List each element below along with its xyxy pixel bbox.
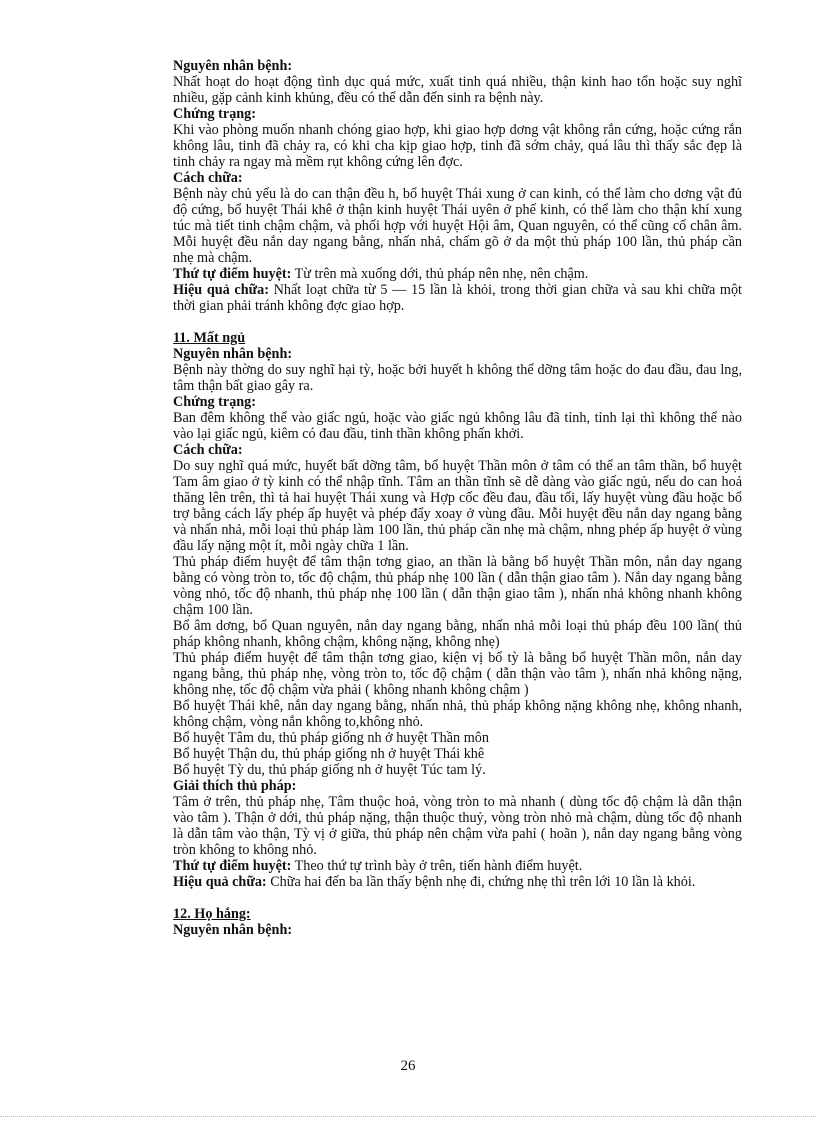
order-text-11: Theo thứ tự trình bày ở trên, tiến hành điểm huyệt. bbox=[294, 858, 583, 874]
cause-text-11: Bệnh này thờng do suy nghĩ hại tỳ, hoặc bởi huyết h không thể dỡng tâm hoặc do đau đầu, đau lng, tâm thận bất giao gây ra. bbox=[173, 362, 742, 394]
cause-heading: Nguyên nhân bệnh: bbox=[173, 58, 293, 74]
effect-text: Nhất loạt chữa từ 5 — 15 lần là khỏi, trong thời gian chữa và sau khi chữa một thời gian phải tránh không đợc giao hợp. bbox=[173, 282, 743, 314]
effect-paragraph bbox=[162, 282, 742, 314]
treatment-p3-11: Bổ âm dơng, bổ Quan nguyên, nắn day ngang bằng, nhấn nhả mỗi loại thủ pháp đều 100 lần( thủ pháp không nhanh, không chậm, không nặng, không nhẹ) bbox=[173, 618, 742, 650]
treatment-p5-11: Bổ huyệt Thái khê, nắn day ngang bằng, nhấn nhả, thủ pháp không nặng không nhẹ, không nhanh, không chậm, vòng nắn không to,không nhỏ. bbox=[173, 698, 742, 730]
symptom-heading-11: Chứng trạng: bbox=[173, 394, 257, 410]
order-text: Từ trên mà xuống dới, thủ pháp nên nhẹ, nên chậm. bbox=[294, 266, 589, 282]
treatment-p8-11: Bổ huyệt Tỳ du, thủ pháp giống nh ở huyệt Túc tam lý. bbox=[173, 762, 486, 778]
cause-heading-12: Nguyên nhân bệnh: bbox=[173, 922, 293, 938]
treatment-text: Bệnh này chủ yếu là do can thận đều h, bổ huyệt Thái xung ở can kinh, có thể làm cho dơng vật đủ độ cứng, bổ huyệt Thái khê ở thận kinh huyệt Thái uyên ở phế kinh, có thể làm cho thận khí xung túc mà tiết tinh chậm chậm, và phối hợp với huyệt Hội âm, Quan nguyên, có thể cũng cố chân âm. Mỗi huyệt đều nắn day ngang bằng, nhấn nhả, chấm gõ ở da một thủ pháp 100 lần, thủ pháp cần nhẹ mà chậm. bbox=[173, 186, 742, 266]
treatment-heading-11: Cách chữa: bbox=[173, 442, 243, 458]
order-paragraph bbox=[162, 266, 742, 282]
treatment-p2-11: Thủ pháp điểm huyệt để tâm thận tơng giao, an thần là bằng bổ huyệt Thần môn, nắn day ngang bằng có vòng tròn to, tốc độ chậm, thủ pháp nhẹ 100 lần ( dẫn thận giao tâm ). Nắn day ngang bằng vòng nhỏ, tốc độ nhanh, thủ pháp nhẹ 100 lần ( dẫn thận giao tâm ), nhấn nhả không nhanh không chậm 100 lần. bbox=[173, 554, 742, 618]
cause-text: Nhất hoạt do hoạt động tình dục quá mức, xuất tinh quá nhiều, thận kinh hao tổn hoặc suy nghĩ nhiều, gặp cảnh kinh khủng, đều có thể dẫn đến sinh ra bệnh này. bbox=[173, 74, 742, 106]
section-title-12: 12. Họ hắng: bbox=[173, 906, 251, 922]
document-page bbox=[162, 58, 742, 938]
treatment-heading: Cách chữa: bbox=[173, 170, 243, 186]
symptom-text: Khi vào phòng muốn nhanh chóng giao hợp, khi giao hợp dơng vật không rắn cứng, hoặc cứng rắn không lâu, tinh đã chảy ra, có khi cha kịp giao hợp, tinh đã sớm chảy, quá lâu thì thấy sắc đẹp là tinh chảy ra ngay mà mềm rụt không cứng lên đợc. bbox=[173, 122, 742, 170]
footer-divider bbox=[0, 1116, 816, 1117]
spacer bbox=[162, 314, 742, 330]
symptom-heading: Chứng trạng: bbox=[173, 106, 257, 122]
effect-label-11: Hiệu quả chữa: bbox=[173, 874, 267, 890]
treatment-p7-11: Bổ huyệt Thận du, thủ pháp giống nh ở huyệt Thái khê bbox=[173, 746, 485, 762]
spacer bbox=[162, 890, 742, 906]
page-number: 26 bbox=[400, 1058, 416, 1074]
explain-heading-11: Giải thích thủ pháp: bbox=[173, 778, 297, 794]
cause-heading-11: Nguyên nhân bệnh: bbox=[173, 346, 293, 362]
treatment-p6-11: Bổ huyệt Tâm du, thủ pháp giống nh ở huyệt Thần môn bbox=[173, 730, 489, 746]
section-title-11: 11. Mất ngủ bbox=[173, 330, 246, 346]
effect-paragraph-11 bbox=[162, 874, 742, 890]
order-paragraph-11 bbox=[162, 858, 742, 874]
symptom-text-11: Ban đêm không thể vào giấc ngủ, hoặc vào giấc ngủ không lâu đã tỉnh, tỉnh lại thì không thể nào vào lại giấc ngủ, kiêm có đau đầu, tinh thần không phấn khởi. bbox=[173, 410, 742, 442]
treatment-p4-11: Thủ pháp điểm huyệt để tâm thận tơng giao, kiện vị bổ tỳ là bằng bổ huyệt Thần môn, nắn day ngang bằng, thủ pháp nhẹ, vòng tròn to, tốc độ chậm ( dẫn thận vào tâm ), nhấn nhả không nặng, không nhẹ, tốc độ chậm vừa phải ( không nhanh không chậm ) bbox=[173, 650, 742, 698]
order-label: Thứ tự điểm huyệt: bbox=[173, 266, 292, 282]
effect-label: Hiệu quả chữa: bbox=[173, 282, 269, 298]
order-label-11: Thứ tự điểm huyệt: bbox=[173, 858, 292, 874]
explain-text-11: Tâm ở trên, thủ pháp nhẹ, Tâm thuộc hoả, vòng tròn to mà nhanh ( dùng tốc độ chậm là dẫn thận vào tâm ). Thận ở dới, thủ pháp nặng, thận thuộc thuỷ, vòng tròn nhỏ mà chậm, dùng tốc độ nhanh là dẫn tâm vào thận, Tỳ vị ở giữa, thủ pháp nên chậm vừa pahỉ ( hoãn ), nắn day ngang bằng vòng tròn không to không nhỏ. bbox=[173, 794, 742, 858]
effect-text-11: Chữa hai đến ba lần thấy bệnh nhẹ đi, chứng nhẹ thì trên lới 10 lần là khỏi. bbox=[270, 874, 696, 890]
treatment-p1-11: Do suy nghĩ quá mức, huyết bất dỡng tâm, bổ huyệt Thần môn ở tâm có thể an tâm thần, bổ huyệt Tam âm giao ở tỳ kinh có thể nhập tĩnh. Tâm an thần tĩnh sẽ dễ dàng vào giấc ngủ, nếu do can hoả thăng lên trên, thì tả hai huyệt Thái xung và Hợp cốc đều đau, đầu tối, lấy huyệt vùng đầu hoặc bổ trợ bằng cách lấy phép ấp huyệt và phép đẩy xoay ở vùng đầu. Mỗi huyệt đều nắn day ngang bằng và nhấn nhả, mỗi loại thủ pháp làm 100 lần, thủ pháp cần nhẹ mà chậm, nhng phép ấp huyệt ở vùng đầu lấy nặng một ít, mỗi ngày chữa 1 lần. bbox=[173, 458, 742, 554]
